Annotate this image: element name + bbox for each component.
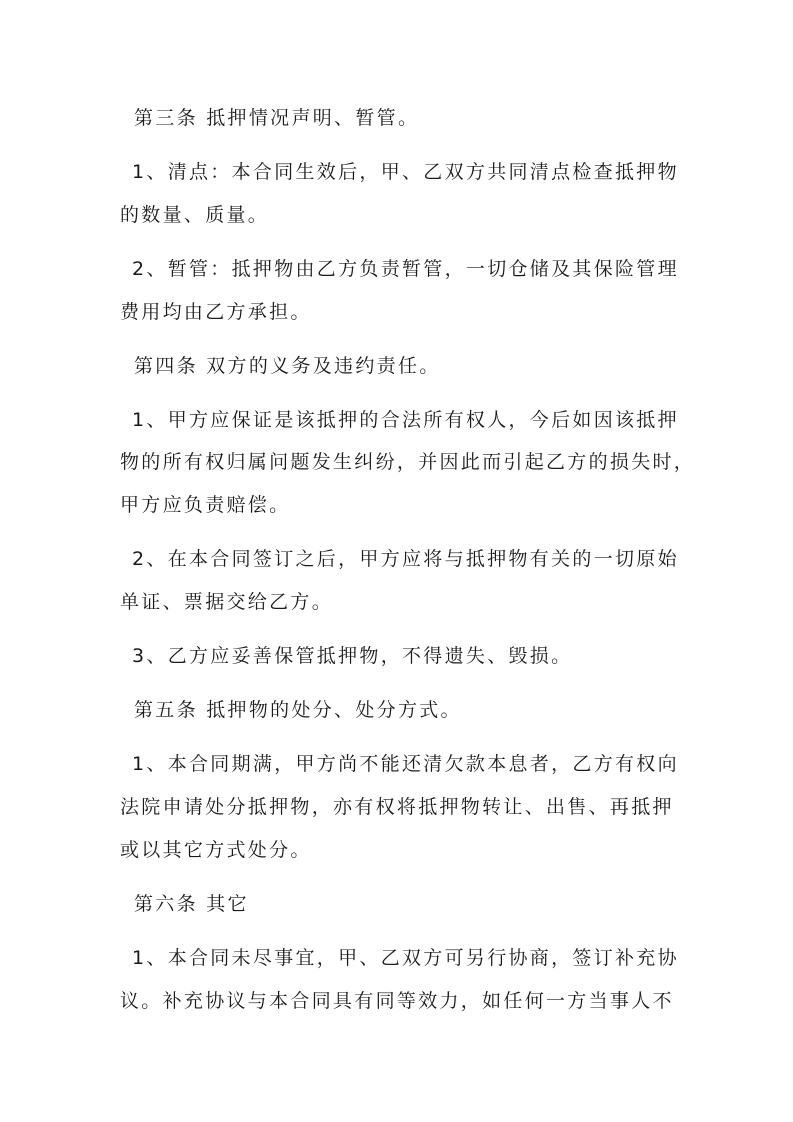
article-4-clause-1-line-2: 物的所有权归属问题发生纠纷，并因此而引起乙方的损失时， — [120, 451, 696, 473]
article-6-clause-1-line-2: 议。补充协议与本合同具有同等效力，如任何一方当事人不 — [120, 990, 674, 1012]
article-3-clause-1-line-2: 的数量、质量。 — [120, 204, 270, 226]
article-4-clause-3-line-1: 3、乙方应妥善保管抵押物，不得遗失、毁损。 — [132, 645, 573, 667]
article-3-clause-1-line-1: 1、清点：本合同生效后，甲、乙双方共同清点检查抵押物 — [132, 161, 679, 183]
article-4-clause-2-line-1: 2、在本合同签订之后，甲方应将与抵押物有关的一切原始 — [132, 548, 679, 570]
article-4-clause-2-line-2: 单证、票据交给乙方。 — [120, 591, 334, 613]
article-3-heading: 第三条 抵押情况声明、暂管。 — [134, 107, 420, 129]
article-4-heading: 第四条 双方的义务及违约责任。 — [134, 355, 441, 377]
article-4-clause-1-line-3: 甲方应负责赔偿。 — [120, 494, 291, 516]
article-6-heading: 第六条 其它 — [134, 893, 249, 915]
article-5-heading: 第五条 抵押物的处分、处分方式。 — [134, 699, 462, 721]
article-5-clause-1-line-1: 1、本合同期满，甲方尚不能还清欠款本息者，乙方有权向 — [132, 753, 679, 775]
article-3-clause-2-line-1: 2、暂管：抵押物由乙方负责暂管，一切仓储及其保险管理 — [132, 258, 679, 280]
article-3-clause-2-line-2: 费用均由乙方承担。 — [120, 301, 312, 323]
article-5-clause-1-line-3: 或以其它方式处分。 — [120, 839, 312, 861]
article-5-clause-1-line-2: 法院申请处分抵押物，亦有权将抵押物转让、出售、再抵押 — [120, 796, 674, 818]
article-6-clause-1-line-1: 1、本合同未尽事宜，甲、乙双方可另行协商，签订补充协 — [132, 947, 679, 969]
article-4-clause-1-line-1: 1、甲方应保证是该抵押的合法所有权人，今后如因该抵押 — [132, 409, 679, 431]
